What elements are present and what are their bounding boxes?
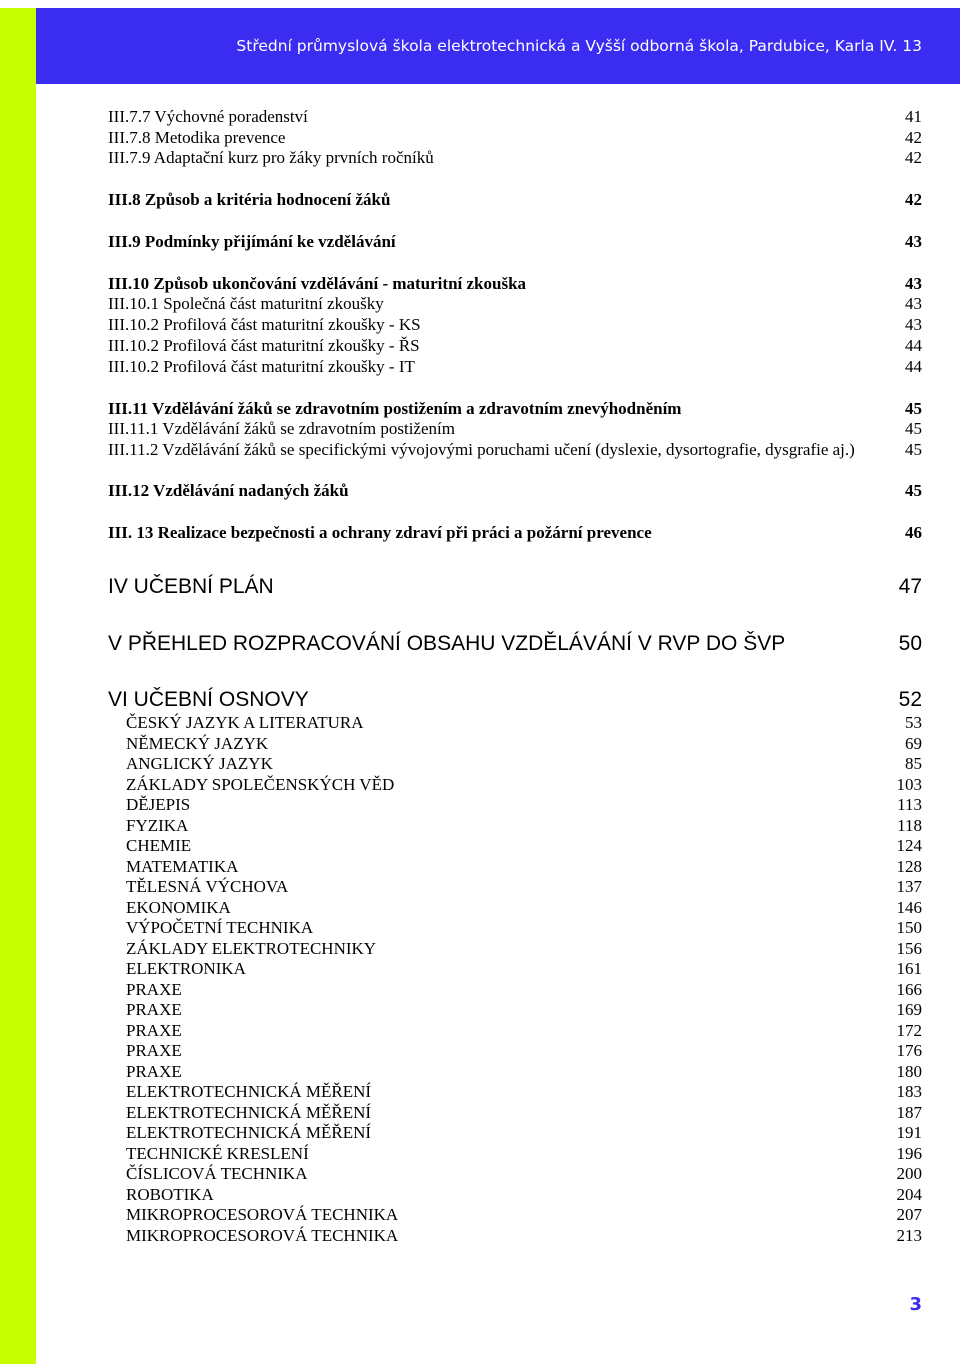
toc-entry-page: 85 [905,754,922,773]
toc-entry-page: 45 [905,419,922,438]
toc-entry-title: ROBOTIKA [126,1185,214,1204]
toc-entry-title: III.10 Způsob ukončování vzdělávání - maturitní zkouška [108,274,527,293]
toc-entry[interactable] [126,713,922,733]
toc-entry-page: 113 [897,795,922,814]
toc-entry-title: CHEMIE [126,836,192,855]
toc-entry-page: 183 [896,1082,922,1101]
toc-entry-title: ZÁKLADY ELEKTROTECHNIKY [126,939,377,958]
header-title: Střední průmyslová škola elektrotechnická a Vyšší odborná škola, Pardubice, Karla IV. 13 [236,37,922,55]
toc-entry-title: IV UČEBNÍ PLÁN [108,575,274,598]
toc-entry-page: 45 [905,481,922,500]
toc-entry[interactable] [126,898,922,918]
toc-entry-page: 44 [905,336,922,355]
toc-entry-title: III.7.8 Metodika prevence [108,128,286,147]
toc-entry[interactable] [108,399,922,419]
toc-entry-title: PRAXE [126,980,182,999]
toc-entry-page: 41 [905,107,922,126]
toc-entry[interactable] [108,128,922,148]
toc-chapter[interactable] [108,575,922,599]
toc-entry-title: III.10.2 Profilová část maturitní zkoušky - KS [108,315,421,334]
toc-entry-page: 45 [905,440,922,459]
toc-entry[interactable] [108,481,922,501]
toc-entry-title: ELEKTRONIKA [126,959,246,978]
toc-entry-page: 200 [896,1164,922,1183]
toc-entry[interactable] [126,734,922,754]
toc-entry-page: 187 [896,1103,922,1122]
toc-entry-page: 172 [896,1021,922,1040]
toc-entry-title: NĚMECKÝ JAZYK [126,734,269,753]
toc-entry-title: PRAXE [126,1021,182,1040]
toc-entry[interactable] [126,959,922,979]
toc-entry-title: DĚJEPIS [126,795,191,814]
toc-entry[interactable] [126,816,922,836]
toc-entry-page: 118 [897,816,922,835]
toc-entry[interactable] [126,1205,922,1225]
toc-entry-title: III.11.2 Vzdělávání žáků se specifickými vývojovými poruchami učení (dyslexie, dysortografie, dysgrafie aj.) [108,440,855,459]
toc-entry-title: MATEMATIKA [126,857,239,876]
page-header [36,8,960,84]
toc-entry-title: VÝPOČETNÍ TECHNIKA [126,918,314,937]
toc-entry-page: 204 [896,1185,922,1204]
toc-entry-title: III.7.7 Výchovné poradenství [108,107,308,126]
toc-entry[interactable] [108,274,922,294]
toc-entry-page: 150 [896,918,922,937]
toc-entry[interactable] [126,1103,922,1123]
toc-entry[interactable] [126,1226,922,1246]
toc-entry-title: ANGLICKÝ JAZYK [126,754,273,773]
toc-entry[interactable] [126,1082,922,1102]
toc-entry-title: III.8 Způsob a kritéria hodnocení žáků [108,190,391,209]
toc-entry-page: 43 [905,294,922,313]
toc-entry-page: 42 [905,128,922,147]
toc-entry-page: 53 [905,713,922,732]
toc-entry-title: ELEKTROTECHNICKÁ MĚŘENÍ [126,1123,372,1142]
toc-entry-page: 180 [896,1062,922,1081]
toc-entry-page: 124 [896,836,922,855]
toc-entry-title: TĚLESNÁ VÝCHOVA [126,877,289,896]
toc-entry-title: PRAXE [126,1062,182,1081]
toc-entry[interactable] [108,148,922,168]
toc-entry-page: 169 [896,1000,922,1019]
toc-chapter[interactable] [108,632,922,656]
toc-entry-page: 146 [896,898,922,917]
toc-entry-page: 42 [905,148,922,167]
toc-entry-page: 128 [896,857,922,876]
toc-entry[interactable] [126,1164,922,1184]
toc-entry[interactable] [108,440,922,460]
toc-entry-page: 166 [896,980,922,999]
toc-entry-title: VI UČEBNÍ OSNOVY [108,688,309,711]
toc-entry-page: 137 [896,877,922,896]
toc-entry[interactable] [126,1062,922,1082]
toc-entry-title: ELEKTROTECHNICKÁ MĚŘENÍ [126,1103,372,1122]
toc-entry[interactable] [126,939,922,959]
toc-entry-title: III.10.2 Profilová část maturitní zkoušky - IT [108,357,415,376]
toc-entry-page: 207 [896,1205,922,1224]
toc-entry-title: III. 13 Realizace bezpečnosti a ochrany zdraví při práci a požární prevence [108,523,652,542]
toc-entry[interactable] [126,980,922,1000]
toc-entry-title: III.11 Vzdělávání žáků se zdravotním postižením a zdravotním znevýhodněním [108,399,682,418]
toc-entry[interactable] [126,754,922,774]
toc-entry[interactable] [108,336,922,356]
toc-entry-title: FYZIKA [126,816,189,835]
toc-entry[interactable] [126,877,922,897]
toc-entry-title: ELEKTROTECHNICKÁ MĚŘENÍ [126,1082,372,1101]
toc-entry-page: 43 [905,315,922,334]
toc-entry-page: 156 [896,939,922,958]
toc-entry[interactable] [126,775,922,795]
toc-entry-page: 43 [905,232,922,251]
toc-entry-page: 47 [898,575,922,598]
toc-entry[interactable] [108,315,922,335]
toc-entry-page: 213 [896,1226,922,1245]
toc-entry-title: III.12 Vzdělávání nadaných žáků [108,481,349,500]
toc-entry-page: 103 [896,775,922,794]
toc-entry-page: 46 [905,523,922,542]
toc-entry[interactable] [108,357,922,377]
toc-entry[interactable] [126,857,922,877]
toc-entry-title: ZÁKLADY SPOLEČENSKÝCH VĚD [126,775,395,794]
toc-entry[interactable] [126,1123,922,1143]
toc-entry[interactable] [126,1000,922,1020]
toc-entry[interactable] [126,795,922,815]
toc-entry-title: MIKROPROCESOROVÁ TECHNIKA [126,1205,399,1224]
toc-entry-title: III.10.2 Profilová část maturitní zkoušky - ŘS [108,336,420,355]
toc-chapter[interactable] [108,688,922,712]
toc-entry[interactable] [126,1041,922,1061]
toc-entry-page: 52 [898,688,922,711]
toc-entry-page: 196 [896,1144,922,1163]
toc-entry-title: EKONOMIKA [126,898,231,917]
toc-entry-page: 43 [905,274,922,293]
toc-entry[interactable] [108,107,922,127]
toc-entry-title: III.11.1 Vzdělávání žáků se zdravotním postižením [108,419,455,438]
toc-entry-title: III.9 Podmínky přijímání ke vzdělávání [108,232,396,251]
toc-entry[interactable] [126,836,922,856]
toc-entry-title: ČÍSLICOVÁ TECHNIKA [126,1164,308,1183]
toc-entry-page: 191 [896,1123,922,1142]
toc-entry-page: 176 [896,1041,922,1060]
toc-entry[interactable] [108,419,922,439]
toc-entry-page: 42 [905,190,922,209]
toc-entry[interactable] [108,232,922,252]
toc-entry[interactable] [108,523,922,543]
toc-entry-title: PRAXE [126,1041,182,1060]
toc-entry[interactable] [126,918,922,938]
page-number: 3 [909,1294,922,1315]
toc-entry-page: 44 [905,357,922,376]
toc-entry[interactable] [126,1021,922,1041]
toc-entry-page: 50 [898,632,922,655]
toc-entry-page: 45 [905,399,922,418]
toc-entry[interactable] [126,1185,922,1205]
toc-entry-title: ČESKÝ JAZYK A LITERATURA [126,713,364,732]
toc-entry-title: III.7.9 Adaptační kurz pro žáky prvních ročníků [108,148,434,167]
toc-entry-title: PRAXE [126,1000,182,1019]
toc-entry[interactable] [108,294,922,314]
toc-entry-title: MIKROPROCESOROVÁ TECHNIKA [126,1226,399,1245]
toc-entry[interactable] [108,190,922,210]
toc-entry-title: TECHNICKÉ KRESLENÍ [126,1144,309,1163]
toc-entry-page: 69 [905,734,922,753]
toc-entry-title: V PŘEHLED ROZPRACOVÁNÍ OBSAHU VZDĚLÁVÁNÍ V RVP DO ŠVP [108,632,786,655]
toc-entry[interactable] [126,1144,922,1164]
toc-entry-title: III.10.1 Společná část maturitní zkoušky [108,294,384,313]
toc-entry-page: 161 [896,959,922,978]
